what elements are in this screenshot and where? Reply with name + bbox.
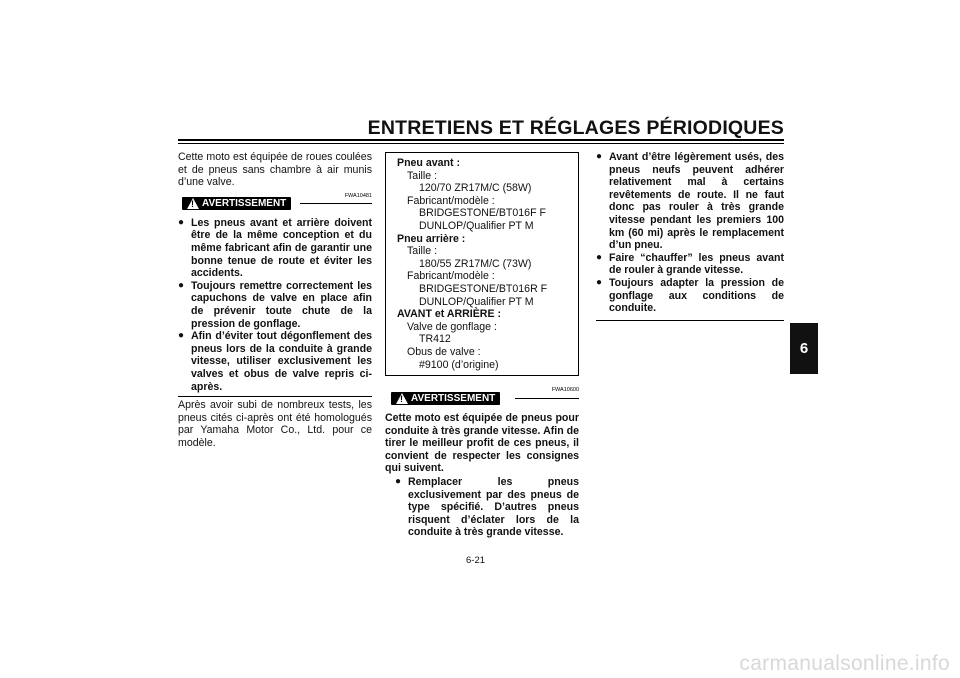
front-maker-dunlop: DUNLOP/Qualifier PT M — [419, 219, 534, 232]
list-item: ● Afin d’éviter tout dégonflement des pneus lors de la conduite à grande vitesse, utiliser exclusivement les valves et obus de valve repris ci-après. — [178, 330, 372, 393]
rear-tire-heading: Pneu arrière : — [397, 232, 466, 245]
warning-rule — [515, 398, 579, 399]
tire-spec-box — [385, 152, 579, 376]
valve-value: TR412 — [419, 333, 451, 346]
list-item: ● Les pneus avant et arrière doivent être de la même conception et du même fabricant afin de garantir une bonne tenue de route et éviter les accidents. — [178, 217, 372, 280]
warning-list — [395, 476, 579, 539]
list-item: ● Avant d’être légèrement usés, des pneus neufs peuvent adhérer relativement mal à certains revêtements de route. Il ne faut donc pas rouler à très grande vitesse pendant les premiers 100 km (60 mi) après le remplacement d’un pneu. — [596, 151, 784, 252]
warning-end-rule — [596, 320, 784, 321]
rear-maker-dunlop: DUNLOP/Qualifier PT M — [419, 295, 534, 308]
warning-code: FWA10600 — [551, 387, 579, 394]
valve-core-label: Obus de valve : — [407, 345, 481, 358]
high-speed-warning-text: Cette moto est équipée de pneus pour conduite à très grande vitesse. Afin de tirer le meilleur profit de ces pneus, il convient de respecter les consignes qui suivent. — [385, 412, 579, 475]
size-label: Taille : — [407, 169, 438, 182]
warning-exclamation-icon: ! — [191, 198, 194, 209]
front-maker-bridgestone: BRIDGESTONE/BT016F F — [419, 207, 546, 220]
warning-rule — [300, 203, 372, 204]
warning-header — [385, 387, 579, 410]
column-left — [178, 151, 372, 449]
front-size: 120/70 ZR17M/C (58W) — [419, 182, 532, 195]
title-rule — [178, 139, 784, 141]
rear-maker-bridgestone: BRIDGESTONE/BT016R F — [419, 282, 548, 295]
warning-exclamation-icon: ! — [400, 394, 403, 405]
valve-core-value: #9100 (d’origine) — [419, 358, 499, 371]
warning-label: AVERTISSEMENT — [411, 393, 496, 405]
warning-label: AVERTISSEMENT — [202, 197, 287, 209]
list-item: ● Remplacer les pneus exclusivement par des pneus de type spécifié. D’autres pneus risquent d’éclater lors de la conduite à très grande vitesse. — [395, 476, 579, 539]
warning-badge — [182, 197, 291, 210]
list-item: ● Toujours remettre correctement les capuchons de valve en place afin de prévenir toute chute de la pression de gonflage. — [178, 280, 372, 330]
warning-code: FWA10481 — [344, 192, 372, 199]
intro-paragraph: Cette moto est équipée de roues coulées et de pneus sans chambre à air munis d’une valve. — [178, 151, 372, 189]
warning-header — [178, 192, 372, 215]
both-tires-heading: AVANT et ARRIÈRE : — [397, 308, 501, 321]
column-middle — [385, 152, 579, 539]
column-right — [596, 151, 784, 321]
warning-end-rule — [178, 396, 372, 397]
size-label: Taille : — [407, 245, 438, 258]
title-rule-thin — [178, 143, 784, 144]
front-tire-heading: Pneu avant : — [397, 157, 460, 169]
maker-label: Fabricant/modèle : — [407, 270, 495, 283]
warning-badge — [391, 392, 500, 405]
list-item: ● Toujours adapter la pression de gonflage aux conditions de conduite. — [596, 277, 784, 315]
maker-label: Fabricant/modèle : — [407, 194, 495, 207]
chapter-tab: 6 — [790, 323, 818, 374]
homologation-paragraph: Après avoir subi de nombreux tests, les pneus cités ci-après ont été homologués par Yamaha Motor Co., Ltd. pour ce modèle. — [178, 399, 372, 449]
page-title: ENTRETIENS ET RÉGLAGES PÉRIODIQUES — [367, 117, 784, 139]
warning-list — [178, 217, 372, 393]
rear-size: 180/55 ZR17M/C (73W) — [419, 257, 532, 270]
list-item: ● Faire “chauffer” les pneus avant de rouler à grande vitesse. — [596, 252, 784, 277]
valve-label: Valve de gonflage : — [407, 320, 497, 333]
page-number: 6-21 — [466, 555, 486, 566]
watermark: carmanualsonline.info — [739, 652, 950, 675]
warning-list-continued — [596, 151, 784, 315]
